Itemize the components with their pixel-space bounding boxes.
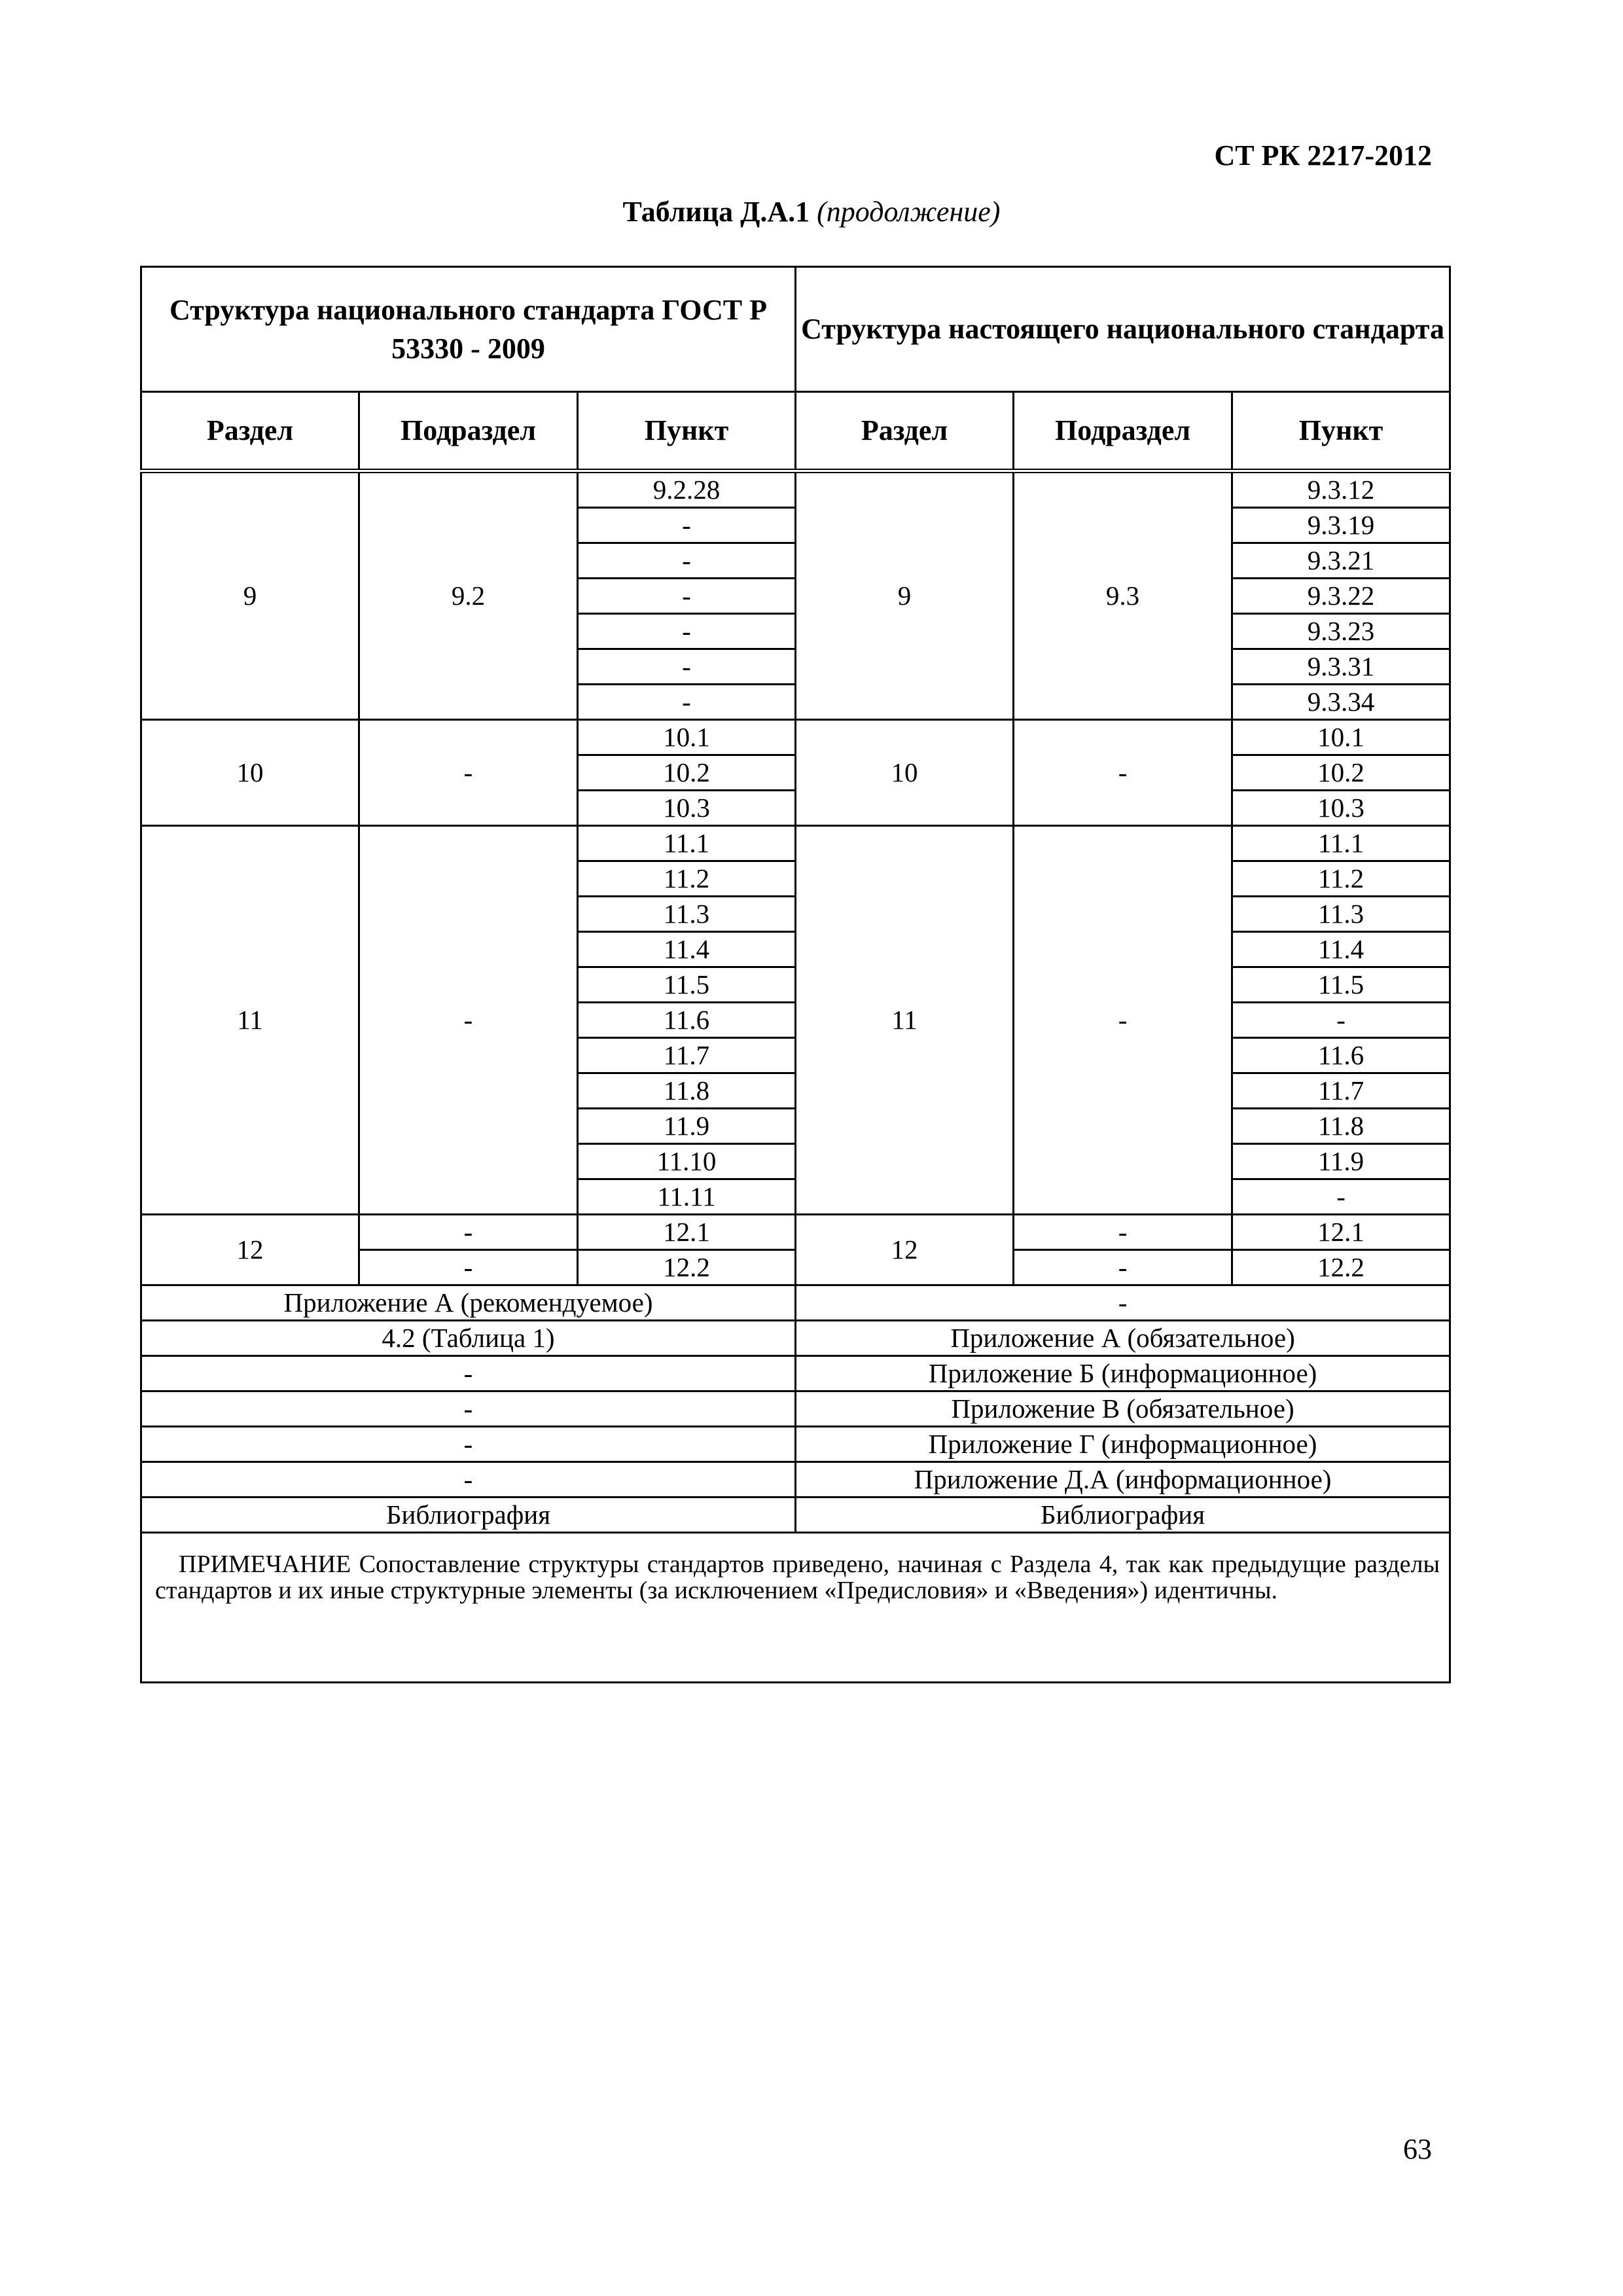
- caption-continuation: (продолжение): [817, 196, 1001, 228]
- right-item-cell: 9.3.21: [1232, 543, 1450, 579]
- left-item-cell: 11.4: [578, 932, 796, 967]
- note-row: [141, 1533, 1450, 1683]
- right-item-cell: 11.5: [1232, 967, 1450, 1003]
- left-item-cell: -: [578, 579, 796, 614]
- left-item-cell: 10.3: [578, 791, 796, 826]
- col-header-left-section: Раздел: [141, 392, 359, 471]
- table-note-cell: [141, 1533, 1450, 1683]
- left-item-cell: 11.3: [578, 897, 796, 932]
- left-item-cell: 11.8: [578, 1073, 796, 1109]
- table-row: [141, 1321, 1450, 1356]
- left-subsection-cell: -: [359, 720, 578, 826]
- table-row: [141, 1391, 1450, 1427]
- right-section-cell: 10: [796, 720, 1014, 826]
- right-subsection-cell: 9.3: [1014, 471, 1232, 720]
- right-item-cell: -: [1232, 1179, 1450, 1215]
- left-item-cell: 11.7: [578, 1038, 796, 1073]
- right-subsection-cell: -: [1014, 1215, 1232, 1250]
- group-header-right: Структура настоящего национального стандарта: [796, 267, 1450, 392]
- right-item-cell: 9.3.23: [1232, 614, 1450, 649]
- col-header-right-subsection: Подраздел: [1014, 392, 1232, 471]
- table-note: ПРИМЕЧАНИЕ Сопоставление структуры стандартов приведено, начиная с Раздела 4, так как предыдущие разделы стандартов и их иные структурные элементы (за исключением «Предисловия» и «Введения») идентичны.: [155, 1551, 1440, 1604]
- annex-left-cell: -: [141, 1462, 796, 1498]
- left-item-cell: -: [578, 614, 796, 649]
- table-row: [141, 471, 1450, 508]
- left-subsection-cell: -: [359, 1215, 578, 1250]
- annex-left-cell: Приложение А (рекомендуемое): [141, 1285, 796, 1321]
- right-item-cell: 10.1: [1232, 720, 1450, 755]
- column-header-row: [141, 392, 1450, 471]
- annex-left-cell: Библиография: [141, 1498, 796, 1533]
- annex-right-cell: -: [796, 1285, 1450, 1321]
- left-item-cell: -: [578, 685, 796, 720]
- left-item-cell: -: [578, 508, 796, 543]
- group-header-left: Структура национального стандарта ГОСТ Р 53330 - 2009: [141, 267, 796, 392]
- right-item-cell: 10.3: [1232, 791, 1450, 826]
- right-item-cell: 9.3.22: [1232, 579, 1450, 614]
- left-item-cell: 11.11: [578, 1179, 796, 1215]
- structure-comparison-table: [140, 266, 1451, 1683]
- caption-title: Таблица Д.А.1: [622, 196, 810, 228]
- annex-left-cell: -: [141, 1391, 796, 1427]
- table-row: [141, 720, 1450, 755]
- left-subsection-cell: -: [359, 826, 578, 1215]
- left-item-cell: 11.2: [578, 861, 796, 897]
- left-subsection-cell: -: [359, 1250, 578, 1285]
- annex-right-cell: Приложение Д.А (информационное): [796, 1462, 1450, 1498]
- left-item-cell: -: [578, 543, 796, 579]
- left-item-cell: 12.1: [578, 1215, 796, 1250]
- page-number: 63: [1403, 2133, 1432, 2165]
- left-item-cell: 11.6: [578, 1003, 796, 1038]
- left-item-cell: 11.10: [578, 1144, 796, 1179]
- col-header-right-section: Раздел: [796, 392, 1014, 471]
- table-row: [141, 1356, 1450, 1391]
- annex-right-cell: Приложение Г (информационное): [796, 1427, 1450, 1462]
- right-item-cell: 11.2: [1232, 861, 1450, 897]
- col-header-left-item: Пункт: [578, 392, 796, 471]
- right-item-cell: 10.2: [1232, 755, 1450, 791]
- right-item-cell: 9.3.34: [1232, 685, 1450, 720]
- left-section-cell: 12: [141, 1215, 359, 1285]
- left-item-cell: 12.2: [578, 1250, 796, 1285]
- right-item-cell: 11.8: [1232, 1109, 1450, 1144]
- right-item-cell: 9.3.31: [1232, 649, 1450, 685]
- annex-right-cell: Библиография: [796, 1498, 1450, 1533]
- table-row: [141, 826, 1450, 861]
- right-item-cell: 9.3.19: [1232, 508, 1450, 543]
- left-item-cell: 10.2: [578, 755, 796, 791]
- left-subsection-cell: 9.2: [359, 471, 578, 720]
- right-section-cell: 9: [796, 471, 1014, 720]
- right-item-cell: 9.3.12: [1232, 471, 1450, 508]
- right-item-cell: 12.2: [1232, 1250, 1450, 1285]
- annex-right-cell: Приложение В (обязательное): [796, 1391, 1450, 1427]
- annex-left-cell: 4.2 (Таблица 1): [141, 1321, 796, 1356]
- table-row: [141, 1427, 1450, 1462]
- right-section-cell: 11: [796, 826, 1014, 1215]
- left-item-cell: 10.1: [578, 720, 796, 755]
- left-item-cell: 11.9: [578, 1109, 796, 1144]
- col-header-left-subsection: Подраздел: [359, 392, 578, 471]
- left-section-cell: 11: [141, 826, 359, 1215]
- left-item-cell: 11.5: [578, 967, 796, 1003]
- left-item-cell: 11.1: [578, 826, 796, 861]
- right-item-cell: 11.3: [1232, 897, 1450, 932]
- right-section-cell: 12: [796, 1215, 1014, 1285]
- left-item-cell: 9.2.28: [578, 471, 796, 508]
- right-subsection-cell: -: [1014, 826, 1232, 1215]
- left-section-cell: 9: [141, 471, 359, 720]
- right-item-cell: 11.6: [1232, 1038, 1450, 1073]
- table-row: [141, 1462, 1450, 1498]
- right-item-cell: -: [1232, 1003, 1450, 1038]
- annex-left-cell: -: [141, 1427, 796, 1462]
- right-subsection-cell: -: [1014, 1250, 1232, 1285]
- left-section-cell: 10: [141, 720, 359, 826]
- right-item-cell: 11.9: [1232, 1144, 1450, 1179]
- table-row: [141, 1215, 1450, 1250]
- right-item-cell: 11.1: [1232, 826, 1450, 861]
- right-item-cell: 12.1: [1232, 1215, 1450, 1250]
- annex-left-cell: -: [141, 1356, 796, 1391]
- document-code: СТ РК 2217-2012: [1214, 139, 1432, 171]
- annex-right-cell: Приложение А (обязательное): [796, 1321, 1450, 1356]
- group-header-row: [141, 267, 1450, 392]
- left-item-cell: -: [578, 649, 796, 685]
- table-row: [141, 1498, 1450, 1533]
- table-row: [141, 1285, 1450, 1321]
- right-item-cell: 11.7: [1232, 1073, 1450, 1109]
- col-header-right-item: Пункт: [1232, 392, 1450, 471]
- right-item-cell: 11.4: [1232, 932, 1450, 967]
- table-caption: [0, 195, 1623, 228]
- right-subsection-cell: -: [1014, 720, 1232, 826]
- annex-right-cell: Приложение Б (информационное): [796, 1356, 1450, 1391]
